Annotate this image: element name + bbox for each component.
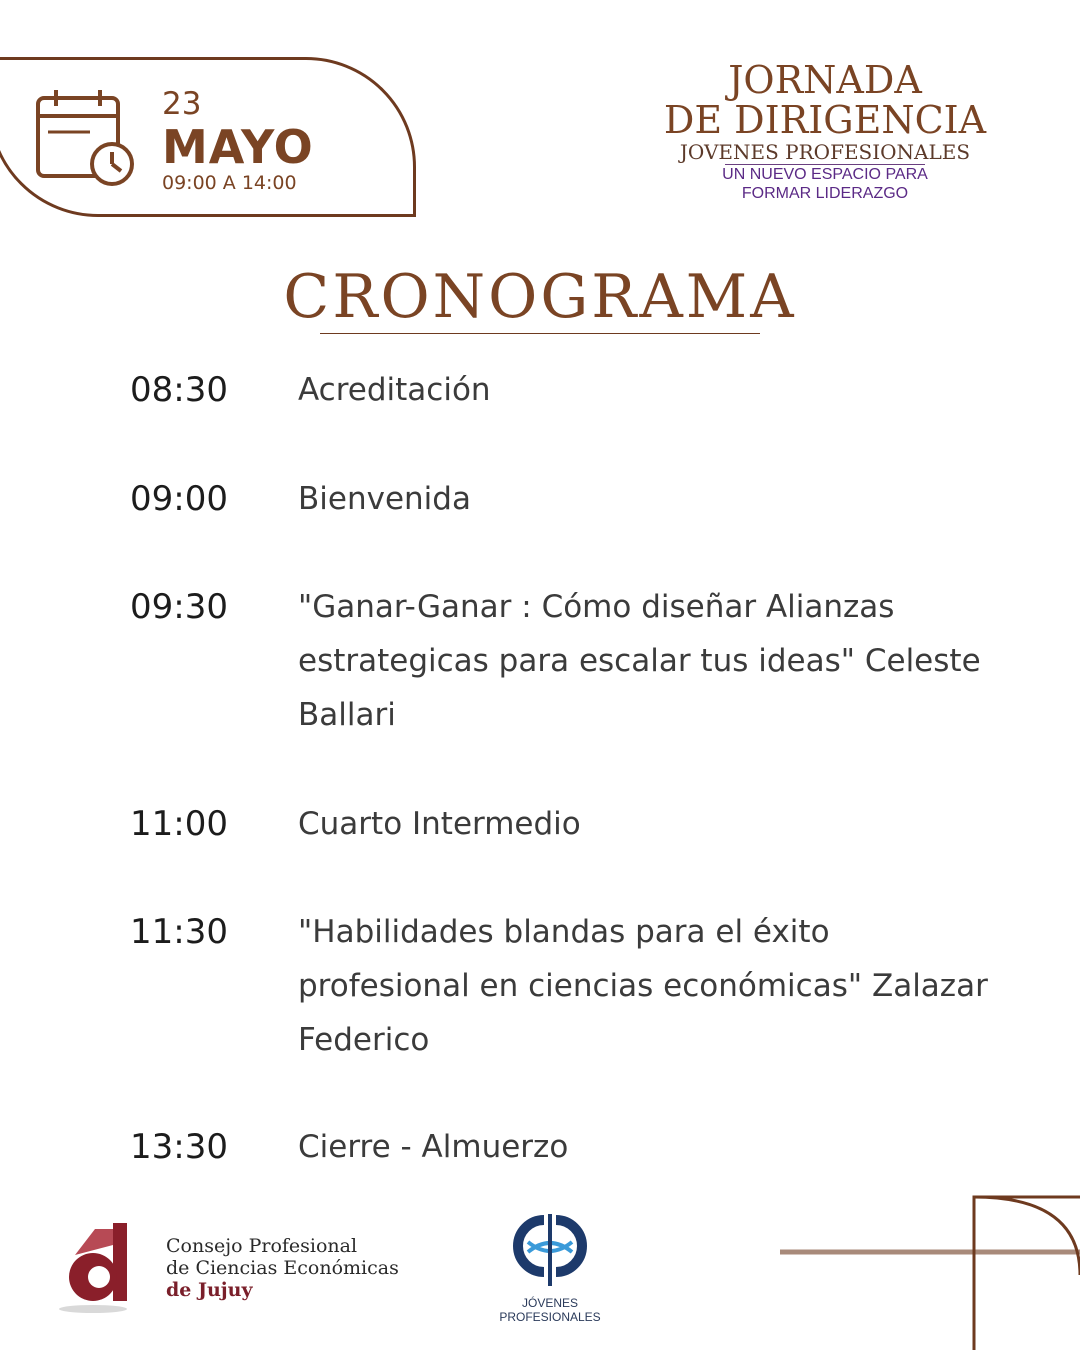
schedule-description: Cuarto Intermedio <box>298 806 581 842</box>
schedule-time: 11:00 <box>130 804 228 844</box>
event-tagline-line1: UN NUEVO ESPACIO PARA <box>722 166 928 183</box>
cpce-name-line2: de Ciencias Económicas <box>166 1257 399 1279</box>
jovenes-profesionales-label: JÓVENES PROFESIONALES <box>499 1296 601 1324</box>
date-day: 23 <box>162 86 202 122</box>
schedule-time: 11:30 <box>130 912 228 952</box>
event-title-line2: DE DIRIGENCIA <box>663 98 987 142</box>
title-underline <box>320 333 760 334</box>
cpce-name-line3: de Jujuy <box>166 1279 253 1301</box>
jovenes-profesionales-logo <box>500 1210 600 1290</box>
cpce-logo <box>55 1215 145 1315</box>
schedule-description: "Ganar-Ganar : Cómo diseñar Alianzas estrategicas para escalar tus ideas" Celeste Ballari <box>298 589 981 733</box>
event-tagline-line2: FORMAR LIDERAZGO <box>741 185 909 202</box>
page-title: CRONOGRAMA <box>283 262 797 332</box>
schedule-description: Cierre - Almuerzo <box>298 1129 569 1165</box>
calendar-clock-icon <box>34 88 136 190</box>
decorative-corner <box>780 1195 1080 1350</box>
date-hours: 09:00 A 14:00 <box>162 172 297 194</box>
schedule-time: 09:30 <box>130 587 228 627</box>
schedule-description: "Habilidades blandas para el éxito profesional en ciencias económicas" Zalazar Federico <box>298 914 988 1058</box>
date-month: MAYO <box>162 120 314 174</box>
cpce-name <box>166 1235 399 1301</box>
schedule-time: 08:30 <box>130 370 228 410</box>
date-text <box>162 86 314 194</box>
schedule-time: 13:30 <box>130 1127 228 1167</box>
schedule-description: Acreditación <box>298 372 491 408</box>
schedule-description: Bienvenida <box>298 481 471 517</box>
event-title-block <box>640 60 1010 203</box>
event-title-line1: JORNADA <box>728 58 922 102</box>
cpce-name-line1: Consejo Profesional <box>166 1235 358 1257</box>
event-subtitle: JOVENES PROFESIONALES <box>679 140 971 164</box>
schedule-time: 09:00 <box>130 479 228 519</box>
